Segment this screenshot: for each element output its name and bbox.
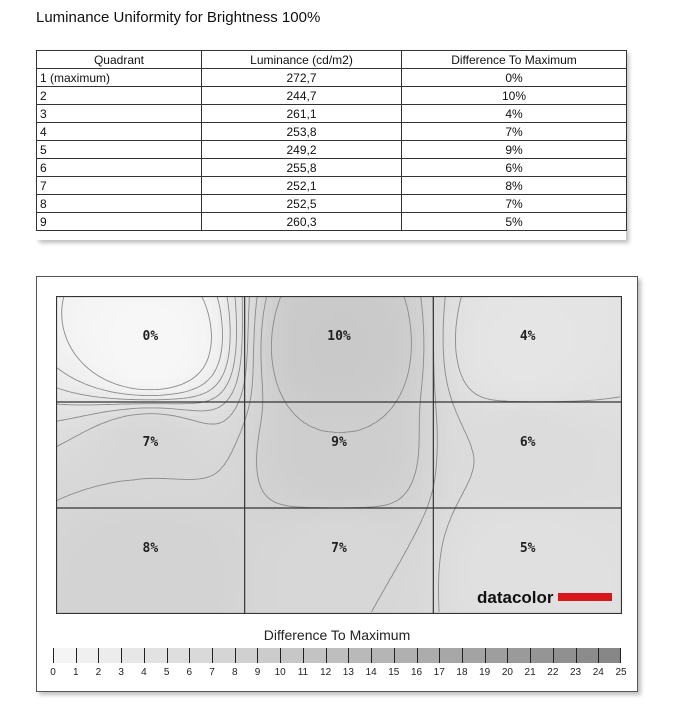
scale-segment — [212, 648, 235, 663]
table-row — [37, 123, 627, 141]
scale-tick — [553, 648, 554, 663]
scale-segment — [439, 648, 462, 663]
difference-cell: 10% — [402, 87, 627, 105]
scale-tick-label: 12 — [320, 667, 332, 678]
scale-tick — [303, 648, 304, 663]
scale-segment — [235, 648, 258, 663]
scale-segment — [507, 648, 530, 663]
quadrant-cell: 2 — [37, 87, 202, 105]
uniformity-figure — [36, 276, 638, 692]
table-header-row — [37, 51, 627, 69]
table-row — [37, 195, 627, 213]
scale-tick-label: 20 — [501, 667, 513, 678]
table-row — [37, 87, 627, 105]
scale-tick-label: 25 — [615, 667, 627, 678]
luminance-cell: 272,7 — [202, 69, 402, 87]
cell-label: 4% — [519, 329, 536, 344]
quadrant-cell: 4 — [37, 123, 202, 141]
scale-tick — [439, 648, 440, 663]
table-row — [37, 69, 627, 87]
cell-label: 6% — [519, 435, 536, 450]
scale-segment — [98, 648, 121, 663]
scale-tick-label: 16 — [410, 667, 423, 678]
scale-segment — [167, 648, 190, 663]
datacolor-logo: datacolor — [477, 588, 554, 607]
scale-segment — [417, 648, 440, 663]
quadrant-cell: 9 — [37, 213, 202, 231]
scale-tick — [121, 648, 122, 663]
scale-tick — [371, 648, 372, 663]
datacolor-logo-bar — [558, 593, 612, 601]
table-row — [37, 213, 627, 231]
scale-tick — [167, 648, 168, 663]
scale-segment — [394, 648, 417, 663]
scale-tick — [53, 648, 54, 663]
scale-tick — [189, 648, 190, 663]
difference-cell: 8% — [402, 177, 627, 195]
scale-tick-label: 1 — [72, 667, 79, 678]
luminance-cell: 260,3 — [202, 213, 402, 231]
difference-cell: 6% — [402, 159, 627, 177]
scale-tick-label: 8 — [231, 667, 238, 678]
scale-segment — [257, 648, 280, 663]
uniformity-contour-plot — [56, 296, 622, 614]
quadrant-cell: 3 — [37, 105, 202, 123]
cell-label: 7% — [142, 435, 159, 450]
scale-segment — [462, 648, 485, 663]
scale-segment — [303, 648, 326, 663]
difference-cell: 5% — [402, 213, 627, 231]
scale-segment — [576, 648, 599, 663]
scale-tick-label: 6 — [186, 667, 193, 678]
table-row — [37, 105, 627, 123]
scale-segment — [53, 648, 76, 663]
scale-segment — [598, 648, 621, 663]
difference-cell: 7% — [402, 195, 627, 213]
table-row — [37, 141, 627, 159]
scale-tick — [235, 648, 236, 663]
scale-tick — [144, 648, 145, 663]
difference-cell: 0% — [402, 69, 627, 87]
scale-tick — [280, 648, 281, 663]
color-scale-bar — [53, 648, 621, 663]
scale-tick-label: 21 — [524, 667, 536, 678]
cell-label: 7% — [331, 541, 347, 556]
header-quadrant: Quadrant — [37, 51, 202, 69]
scale-tick — [212, 648, 213, 663]
luminance-table-container — [36, 50, 626, 240]
luminance-cell: 255,8 — [202, 159, 402, 177]
quadrant-cell: 1 (maximum) — [37, 69, 202, 87]
table-row — [37, 159, 627, 177]
luminance-cell: 261,1 — [202, 105, 402, 123]
scale-segment — [371, 648, 394, 663]
cell-label: 0% — [142, 329, 159, 344]
scale-tick-label: 11 — [297, 667, 309, 678]
scale-tick-label: 7 — [209, 667, 215, 678]
scale-segment — [144, 648, 167, 663]
scale-tick-label: 22 — [547, 667, 559, 678]
scale-tick-label: 4 — [141, 667, 147, 678]
cell-label: 10% — [327, 329, 351, 344]
scale-title: Difference To Maximum — [263, 627, 411, 643]
difference-cell: 7% — [402, 123, 627, 141]
scale-tick-label: 17 — [433, 667, 445, 678]
scale-tick-label: 13 — [342, 667, 354, 678]
quadrant-cell: 7 — [37, 177, 202, 195]
scale-tick-label: 0 — [50, 667, 56, 678]
scale-tick-label: 3 — [118, 667, 124, 678]
scale-tick — [507, 648, 508, 663]
scale-tick-label: 9 — [254, 667, 261, 678]
scale-segment — [530, 648, 553, 663]
scale-tick — [576, 648, 577, 663]
scale-segment — [485, 648, 508, 663]
scale-segment — [280, 648, 303, 663]
scale-tick-label: 5 — [163, 667, 170, 678]
scale-tick — [530, 648, 531, 663]
scale-tick-label: 10 — [274, 667, 286, 678]
scale-tick-label: 19 — [479, 667, 491, 678]
quadrant-cell: 8 — [37, 195, 202, 213]
scale-tick-label: 23 — [569, 667, 582, 678]
cell-label: 5% — [519, 541, 536, 556]
luminance-cell: 252,5 — [202, 195, 402, 213]
scale-tick — [98, 648, 99, 663]
difference-cell: 9% — [402, 141, 627, 159]
cell-label: 9% — [331, 435, 347, 450]
scale-tick — [76, 648, 77, 663]
scale-segment — [553, 648, 576, 663]
scale-tick — [462, 648, 463, 663]
luminance-cell: 252,1 — [202, 177, 402, 195]
luminance-table — [36, 50, 627, 231]
scale-tick-label: 24 — [592, 667, 604, 678]
scale-tick — [620, 648, 621, 663]
scale-segment — [326, 648, 349, 663]
quadrant-cell: 5 — [37, 141, 202, 159]
scale-tick — [485, 648, 486, 663]
luminance-cell: 253,8 — [202, 123, 402, 141]
scale-tick-label: 18 — [456, 667, 468, 678]
scale-tick-label: 2 — [95, 667, 102, 678]
scale-segment — [76, 648, 99, 663]
scale-tick — [326, 648, 327, 663]
scale-segment — [348, 648, 371, 663]
scale-tick — [598, 648, 599, 663]
scale-tick — [348, 648, 349, 663]
scale-tick-label: 15 — [388, 667, 400, 678]
header-luminance: Luminance (cd/m2) — [202, 51, 402, 69]
scale-tick — [257, 648, 258, 663]
page-title: Luminance Uniformity for Brightness 100% — [36, 9, 321, 26]
scale-tick — [394, 648, 395, 663]
header-difference: Difference To Maximum — [402, 51, 627, 69]
luminance-cell: 244,7 — [202, 87, 402, 105]
luminance-cell: 249,2 — [202, 141, 402, 159]
cell-label: 8% — [142, 541, 159, 556]
quadrant-cell: 6 — [37, 159, 202, 177]
table-row — [37, 177, 627, 195]
scale-segment — [121, 648, 144, 663]
difference-cell: 4% — [402, 105, 627, 123]
scale-segment — [189, 648, 212, 663]
scale-tick — [417, 648, 418, 663]
scale-tick-label: 14 — [365, 667, 377, 678]
